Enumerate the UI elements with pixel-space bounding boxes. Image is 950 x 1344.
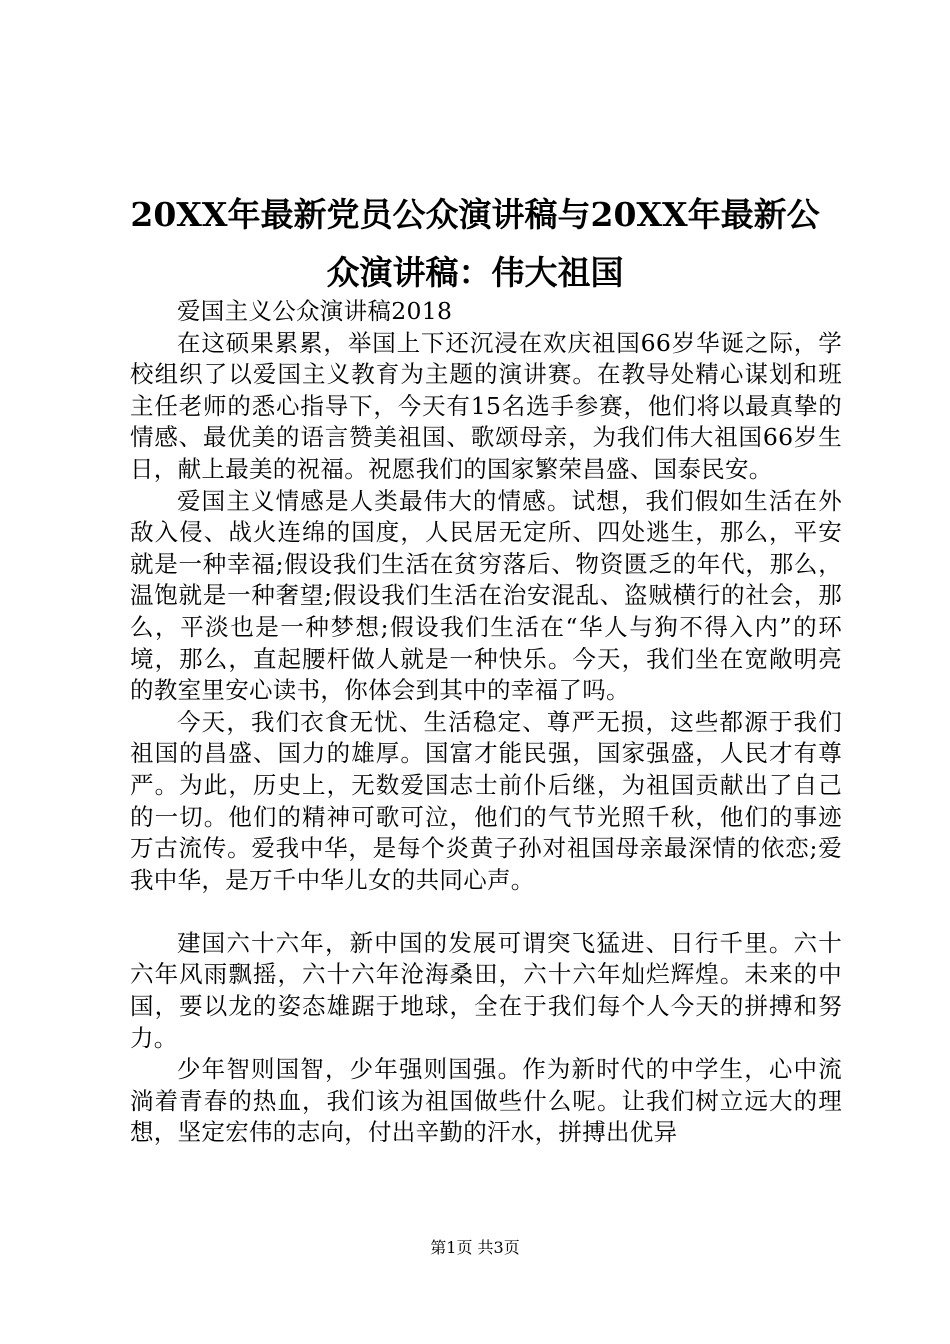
subtitle-paragraph: 爱国主义公众演讲稿2018 [177, 297, 453, 325]
body-paragraph: 在这硕果累累，举国上下还沉浸在欢庆祖国66岁华诞之际，学校组织了以爱国主义教育为主题的演讲赛。在教导处精心谋划和班主任老师的悉心指导下，今天有15名选手参赛，他们将以最真挚的情感、最优美的语言赞美祖国、歌颂母亲，为我们伟大祖国66岁生日，献上最美的祝福。祝愿我们的国家繁荣昌盛、国泰民安。 [130, 328, 842, 483]
title-line-1: 20XX年最新党员公众演讲稿与20XX年最新公 [130, 195, 820, 234]
document-title [120, 186, 830, 302]
page-footer: 第1页 共3页 [430, 1238, 520, 1257]
paragraph-gap [130, 896, 842, 928]
body-paragraph: 少年智则国智，少年强则国强。作为新时代的中学生，心中流淌着青春的热血，我们该为祖国做些什么呢。让我们树立远大的理想，坚定宏伟的志向，付出辛勤的汗水，拼搏出优异 [130, 1055, 842, 1147]
body-paragraph: 今天，我们衣食无忧、生活稳定、尊严无损，这些都源于我们祖国的昌盛、国力的雄厚。国富才能民强，国家强盛，人民才有尊严。为此，历史上，无数爱国志士前仆后继，为祖国贡献出了自己的一切。他们的精神可歌可泣，他们的气节光照千秋，他们的事迹万古流传。爱我中华，是每个炎黄子孙对祖国母亲最深情的依恋;爱我中华，是万千中华儿女的共同心声。 [130, 707, 842, 894]
document-body [130, 296, 842, 1149]
body-paragraph: 建国六十六年，新中国的发展可谓突飞猛进、日行千里。六十六年风雨飘摇，六十六年沧海桑田，六十六年灿烂辉煌。未来的中国，要以龙的姿态雄踞于地球，全在于我们每个人今天的拼搏和努力。 [130, 928, 842, 1052]
title-line-2: 众演讲稿：伟大祖国 [326, 253, 624, 292]
body-paragraph: 爱国主义情感是人类最伟大的情感。试想，我们假如生活在外敌入侵、战火连绵的国度，人民居无定所、四处逃生，那么，平安就是一种幸福;假设我们生活在贫穷落后、物资匮乏的年代，那么，温饱就是一种奢望;假设我们生活在治安混乱、盗贼横行的社会，那么，平淡也是一种梦想;假设我们生活在“华人与狗不得入内”的环境，那么，直起腰杆做人就是一种快乐。今天，我们坐在宽敞明亮的教室里安心读书，你体会到其中的幸福了吗。 [130, 486, 842, 705]
